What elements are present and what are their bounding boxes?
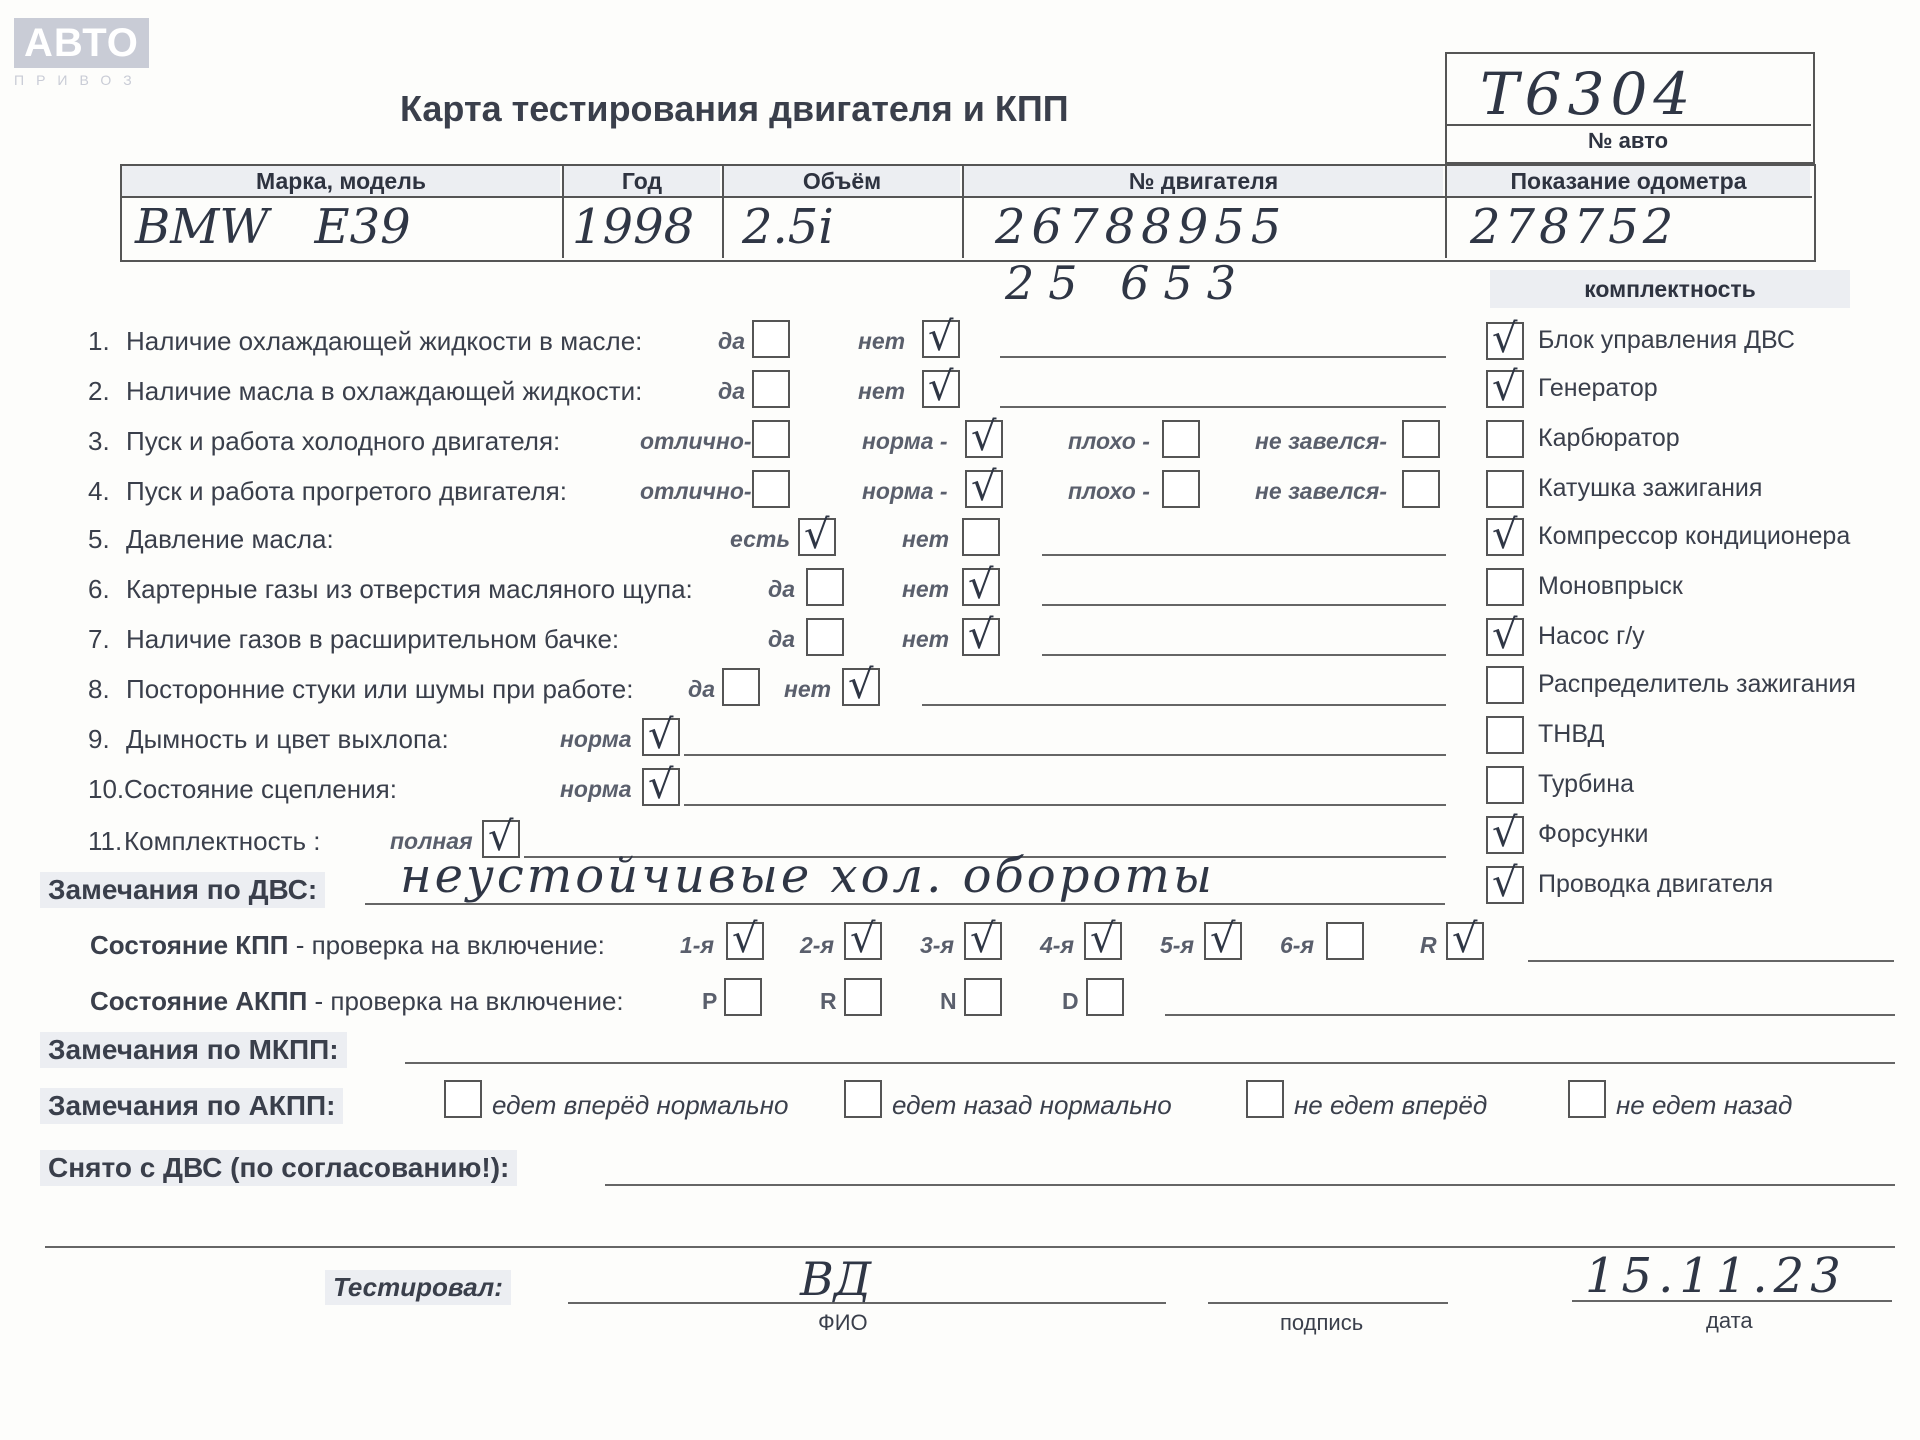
check-mark-icon: √ — [968, 562, 994, 608]
model-value: BMW E39 — [135, 199, 411, 255]
question-number: 5. — [88, 524, 110, 554]
tested-label: Тестировал: — [325, 1270, 511, 1305]
option-label: отлично- — [640, 428, 752, 454]
question-text: Пуск и работа прогретого двигателя: — [126, 476, 567, 506]
option-label: нет — [858, 378, 906, 404]
komplekt-label: Моновпрыск — [1538, 572, 1683, 600]
answer-line[interactable] — [1042, 554, 1446, 556]
option-checkbox[interactable] — [962, 562, 1000, 608]
gear-label: 6-я — [1280, 932, 1314, 958]
komplekt-label: ТНВД — [1538, 720, 1605, 748]
akpp-remark-label: едет вперёд нормально — [492, 1090, 789, 1120]
gear-label: R — [1420, 932, 1437, 958]
remarks-dvs-label: Замечания по ДВС: — [40, 872, 325, 908]
akpp-mode-label: P — [702, 988, 718, 1014]
option-label: да — [768, 626, 796, 652]
komplekt-checkbox[interactable] — [1486, 316, 1524, 362]
option-checkbox[interactable] — [1162, 470, 1200, 508]
kpp-label — [90, 930, 605, 961]
komplekt-label: Распределитель зажигания — [1538, 670, 1856, 698]
option-checkbox[interactable] — [798, 512, 836, 558]
answer-line[interactable] — [1000, 406, 1446, 408]
signature-caption: подпись — [1280, 1310, 1364, 1335]
komplekt-checkbox[interactable] — [1486, 470, 1524, 508]
gear-checkbox[interactable] — [1326, 922, 1364, 960]
akpp-mode-label: N — [940, 988, 957, 1014]
divider — [1445, 124, 1811, 126]
question-text: Пуск и работа холодного двигателя: — [126, 426, 561, 456]
check-mark-icon: √ — [1492, 612, 1518, 658]
volume-value: 2.5i — [742, 199, 834, 255]
akpp-label-bold: Состояние АКПП — [90, 986, 308, 1016]
komplekt-label: Компрессор кондиционера — [1538, 522, 1851, 550]
check-mark-icon: √ — [850, 916, 876, 962]
check-mark-icon: √ — [732, 916, 758, 962]
date-caption: дата — [1706, 1308, 1753, 1333]
akpp-remark-label: не едет вперёд — [1294, 1090, 1488, 1120]
option-label: нет — [858, 328, 906, 354]
komplekt-label: Проводка двигателя — [1538, 870, 1774, 898]
option-checkbox[interactable] — [642, 712, 680, 758]
question-text: Комплектность : — [124, 826, 321, 856]
question-number: 4. — [88, 476, 110, 506]
option-label: не завелся- — [1255, 428, 1387, 454]
engine-no-extra: 25 653 — [1005, 256, 1250, 310]
check-mark-icon: √ — [971, 464, 997, 510]
remarks-akpp-label: Замечания по АКПП: — [40, 1088, 343, 1124]
question-number: 10. — [88, 774, 125, 804]
option-label: есть — [730, 526, 790, 552]
gear-checkbox[interactable] — [1204, 916, 1242, 962]
komplekt-label: Турбина — [1538, 770, 1634, 798]
check-mark-icon: √ — [1492, 364, 1518, 410]
option-label: полная — [390, 828, 473, 854]
header-engine-no: № двигателя — [964, 166, 1443, 196]
check-mark-icon: √ — [804, 512, 830, 558]
option-checkbox[interactable] — [1402, 420, 1440, 458]
check-mark-icon: √ — [928, 314, 954, 360]
akpp-mode-checkbox[interactable] — [724, 978, 762, 1016]
check-mark-icon: √ — [1452, 916, 1478, 962]
option-label: плохо - — [1068, 428, 1150, 454]
option-label: да — [688, 676, 716, 702]
removed-label: Снято с ДВС (по согласованию!): — [40, 1150, 517, 1186]
akpp-remark-label: едет назад нормально — [892, 1090, 1172, 1120]
akpp-remark-checkbox[interactable] — [1568, 1080, 1606, 1118]
option-checkbox[interactable] — [962, 612, 1000, 658]
remarks-mkpp-line[interactable] — [405, 1062, 1895, 1064]
akpp-remark-checkbox[interactable] — [444, 1080, 482, 1118]
question-number: 2. — [88, 376, 110, 406]
option-label: да — [718, 328, 746, 354]
option-checkbox[interactable] — [642, 762, 680, 808]
akpp-line — [1165, 1014, 1895, 1016]
gear-label: 5-я — [1160, 932, 1194, 958]
option-label: не завелся- — [1255, 478, 1387, 504]
komplekt-checkbox[interactable] — [1486, 364, 1524, 410]
option-label: норма - — [862, 428, 948, 454]
gear-checkbox[interactable] — [964, 916, 1002, 962]
option-label: плохо - — [1068, 478, 1150, 504]
akpp-remark-label: не едет назад — [1616, 1090, 1793, 1120]
option-checkbox[interactable] — [752, 420, 790, 458]
remarks-mkpp-label: Замечания по МКПП: — [40, 1032, 347, 1068]
option-label: да — [718, 378, 746, 404]
tester-initials: ВД — [800, 1252, 872, 1306]
answer-line[interactable] — [922, 704, 1446, 706]
check-mark-icon: √ — [648, 762, 674, 808]
komplekt-checkbox[interactable] — [1486, 716, 1524, 754]
komplekt-title: комплектность — [1490, 270, 1850, 308]
akpp-mode-checkbox[interactable] — [844, 978, 882, 1016]
option-checkbox[interactable] — [922, 314, 960, 360]
option-label: норма — [560, 776, 632, 802]
komplekt-label: Катушка зажигания — [1538, 474, 1763, 502]
kpp-label-rest: - проверка на включение: — [288, 930, 605, 960]
fio-caption: ФИО — [818, 1310, 868, 1335]
check-mark-icon: √ — [1210, 916, 1236, 962]
question-number: 8. — [88, 674, 110, 704]
komplekt-checkbox[interactable] — [1486, 612, 1524, 658]
komplekt-label: Карбюратор — [1538, 424, 1680, 452]
option-label: нет — [902, 626, 950, 652]
header-odometer: Показание одометра — [1447, 166, 1810, 196]
logo — [14, 18, 149, 88]
check-mark-icon: √ — [1492, 512, 1518, 558]
gear-checkbox[interactable] — [726, 916, 764, 962]
header-volume: Объём — [724, 166, 960, 196]
question-number: 3. — [88, 426, 110, 456]
akpp-mode-checkbox[interactable] — [1086, 978, 1124, 1016]
akpp-mode-checkbox[interactable] — [964, 978, 1002, 1016]
check-mark-icon: √ — [1492, 316, 1518, 362]
komplekt-checkbox[interactable] — [1486, 420, 1524, 458]
option-checkbox[interactable] — [842, 662, 880, 708]
check-mark-icon: √ — [488, 814, 514, 860]
gear-label: 3-я — [920, 932, 954, 958]
header-year: Год — [564, 166, 720, 196]
question-number: 6. — [88, 574, 110, 604]
question-text: Давление масла: — [126, 524, 334, 554]
gear-checkbox[interactable] — [1446, 916, 1484, 962]
option-label: норма - — [862, 478, 948, 504]
komplekt-label: Генератор — [1538, 374, 1658, 402]
gear-label: 4-я — [1040, 932, 1074, 958]
akpp-label — [90, 986, 624, 1017]
kpp-label-bold: Состояние КПП — [90, 930, 289, 960]
answer-line[interactable] — [684, 804, 1446, 806]
komplekt-checkbox[interactable] — [1486, 860, 1524, 906]
komplekt-label: Блок управления ДВС — [1538, 326, 1795, 354]
option-label: нет — [902, 526, 950, 552]
komplekt-checkbox[interactable] — [1486, 766, 1524, 804]
gear-checkbox[interactable] — [844, 916, 882, 962]
option-checkbox[interactable] — [1162, 420, 1200, 458]
akpp-mode-label: D — [1062, 988, 1079, 1014]
check-mark-icon: √ — [968, 612, 994, 658]
option-label: нет — [902, 576, 950, 602]
kpp-line — [1528, 960, 1894, 962]
page-title: Карта тестирования двигателя и КПП — [400, 88, 1069, 129]
check-mark-icon: √ — [928, 364, 954, 410]
komplekt-label: Форсунки — [1538, 820, 1649, 848]
option-checkbox[interactable] — [1402, 470, 1440, 508]
header-model: Марка, модель — [122, 166, 560, 196]
option-label: да — [768, 576, 796, 602]
check-mark-icon: √ — [1492, 810, 1518, 856]
option-label: норма — [560, 726, 632, 752]
removed-line[interactable] — [605, 1184, 1895, 1186]
question-text: Картерные газы из отверстия масляного щупа: — [126, 574, 693, 604]
engine-no-value: 26788955 — [995, 199, 1288, 255]
answer-line[interactable] — [1042, 654, 1446, 656]
akpp-mode-label: R — [820, 988, 837, 1014]
komplekt-checkbox[interactable] — [1486, 810, 1524, 856]
question-text: Наличие охлаждающей жидкости в масле: — [126, 326, 643, 356]
question-number: 11. — [88, 826, 123, 856]
gear-label: 1-я — [680, 932, 714, 958]
question-text: Наличие масла в охлаждающей жидкости: — [126, 376, 643, 406]
option-checkbox[interactable] — [965, 464, 1003, 510]
logo-main: АВТО — [14, 18, 149, 68]
check-mark-icon: √ — [648, 712, 674, 758]
question-number: 1. — [88, 326, 110, 356]
akpp-remark-checkbox[interactable] — [1246, 1080, 1284, 1118]
check-mark-icon: √ — [971, 414, 997, 460]
option-checkbox[interactable] — [922, 364, 960, 410]
option-checkbox[interactable] — [965, 414, 1003, 460]
option-checkbox[interactable] — [752, 370, 790, 408]
option-checkbox[interactable] — [752, 470, 790, 508]
answer-line[interactable] — [1000, 356, 1446, 358]
option-checkbox[interactable] — [722, 668, 760, 706]
answer-line[interactable] — [684, 754, 1446, 756]
logo-sub: ПРИВОЗ — [14, 72, 144, 88]
answer-line[interactable] — [1042, 604, 1446, 606]
question-text: Посторонние стуки или шумы при работе: — [126, 674, 634, 704]
komplekt-label: Насос г/у — [1538, 622, 1645, 650]
question-text: Состояние сцепления: — [124, 774, 397, 804]
year-value: 1998 — [572, 199, 695, 255]
option-label: нет — [784, 676, 832, 702]
option-checkbox[interactable] — [962, 518, 1000, 556]
odometer-value: 278752 — [1470, 199, 1678, 255]
question-number: 9. — [88, 724, 110, 754]
check-mark-icon: √ — [848, 662, 874, 708]
check-mark-icon: √ — [1492, 860, 1518, 906]
check-mark-icon: √ — [1090, 916, 1116, 962]
test-date: 15.11.23 — [1585, 1248, 1847, 1304]
check-mark-icon: √ — [970, 916, 996, 962]
option-label: отлично- — [640, 478, 752, 504]
option-checkbox[interactable] — [752, 320, 790, 358]
question-text: Наличие газов в расширительном бачке: — [126, 624, 620, 654]
komplekt-checkbox[interactable] — [1486, 568, 1524, 606]
akpp-label-rest: - проверка на включение: — [307, 986, 624, 1016]
gear-label: 2-я — [800, 932, 834, 958]
akpp-remark-checkbox[interactable] — [844, 1080, 882, 1118]
question-number: 7. — [88, 624, 110, 654]
option-checkbox[interactable] — [806, 618, 844, 656]
remarks-dvs-value[interactable]: неустойчивые хол. обороты — [400, 848, 1215, 904]
komplekt-checkbox[interactable] — [1486, 512, 1524, 558]
option-checkbox[interactable] — [806, 568, 844, 606]
avto-number-label: № авто — [1587, 128, 1669, 153]
komplekt-checkbox[interactable] — [1486, 666, 1524, 704]
question-text: Дымность и цвет выхлопа: — [126, 724, 449, 754]
avto-number: T6304 — [1480, 60, 1697, 128]
signature-line[interactable] — [1208, 1302, 1448, 1304]
gear-checkbox[interactable] — [1084, 916, 1122, 962]
